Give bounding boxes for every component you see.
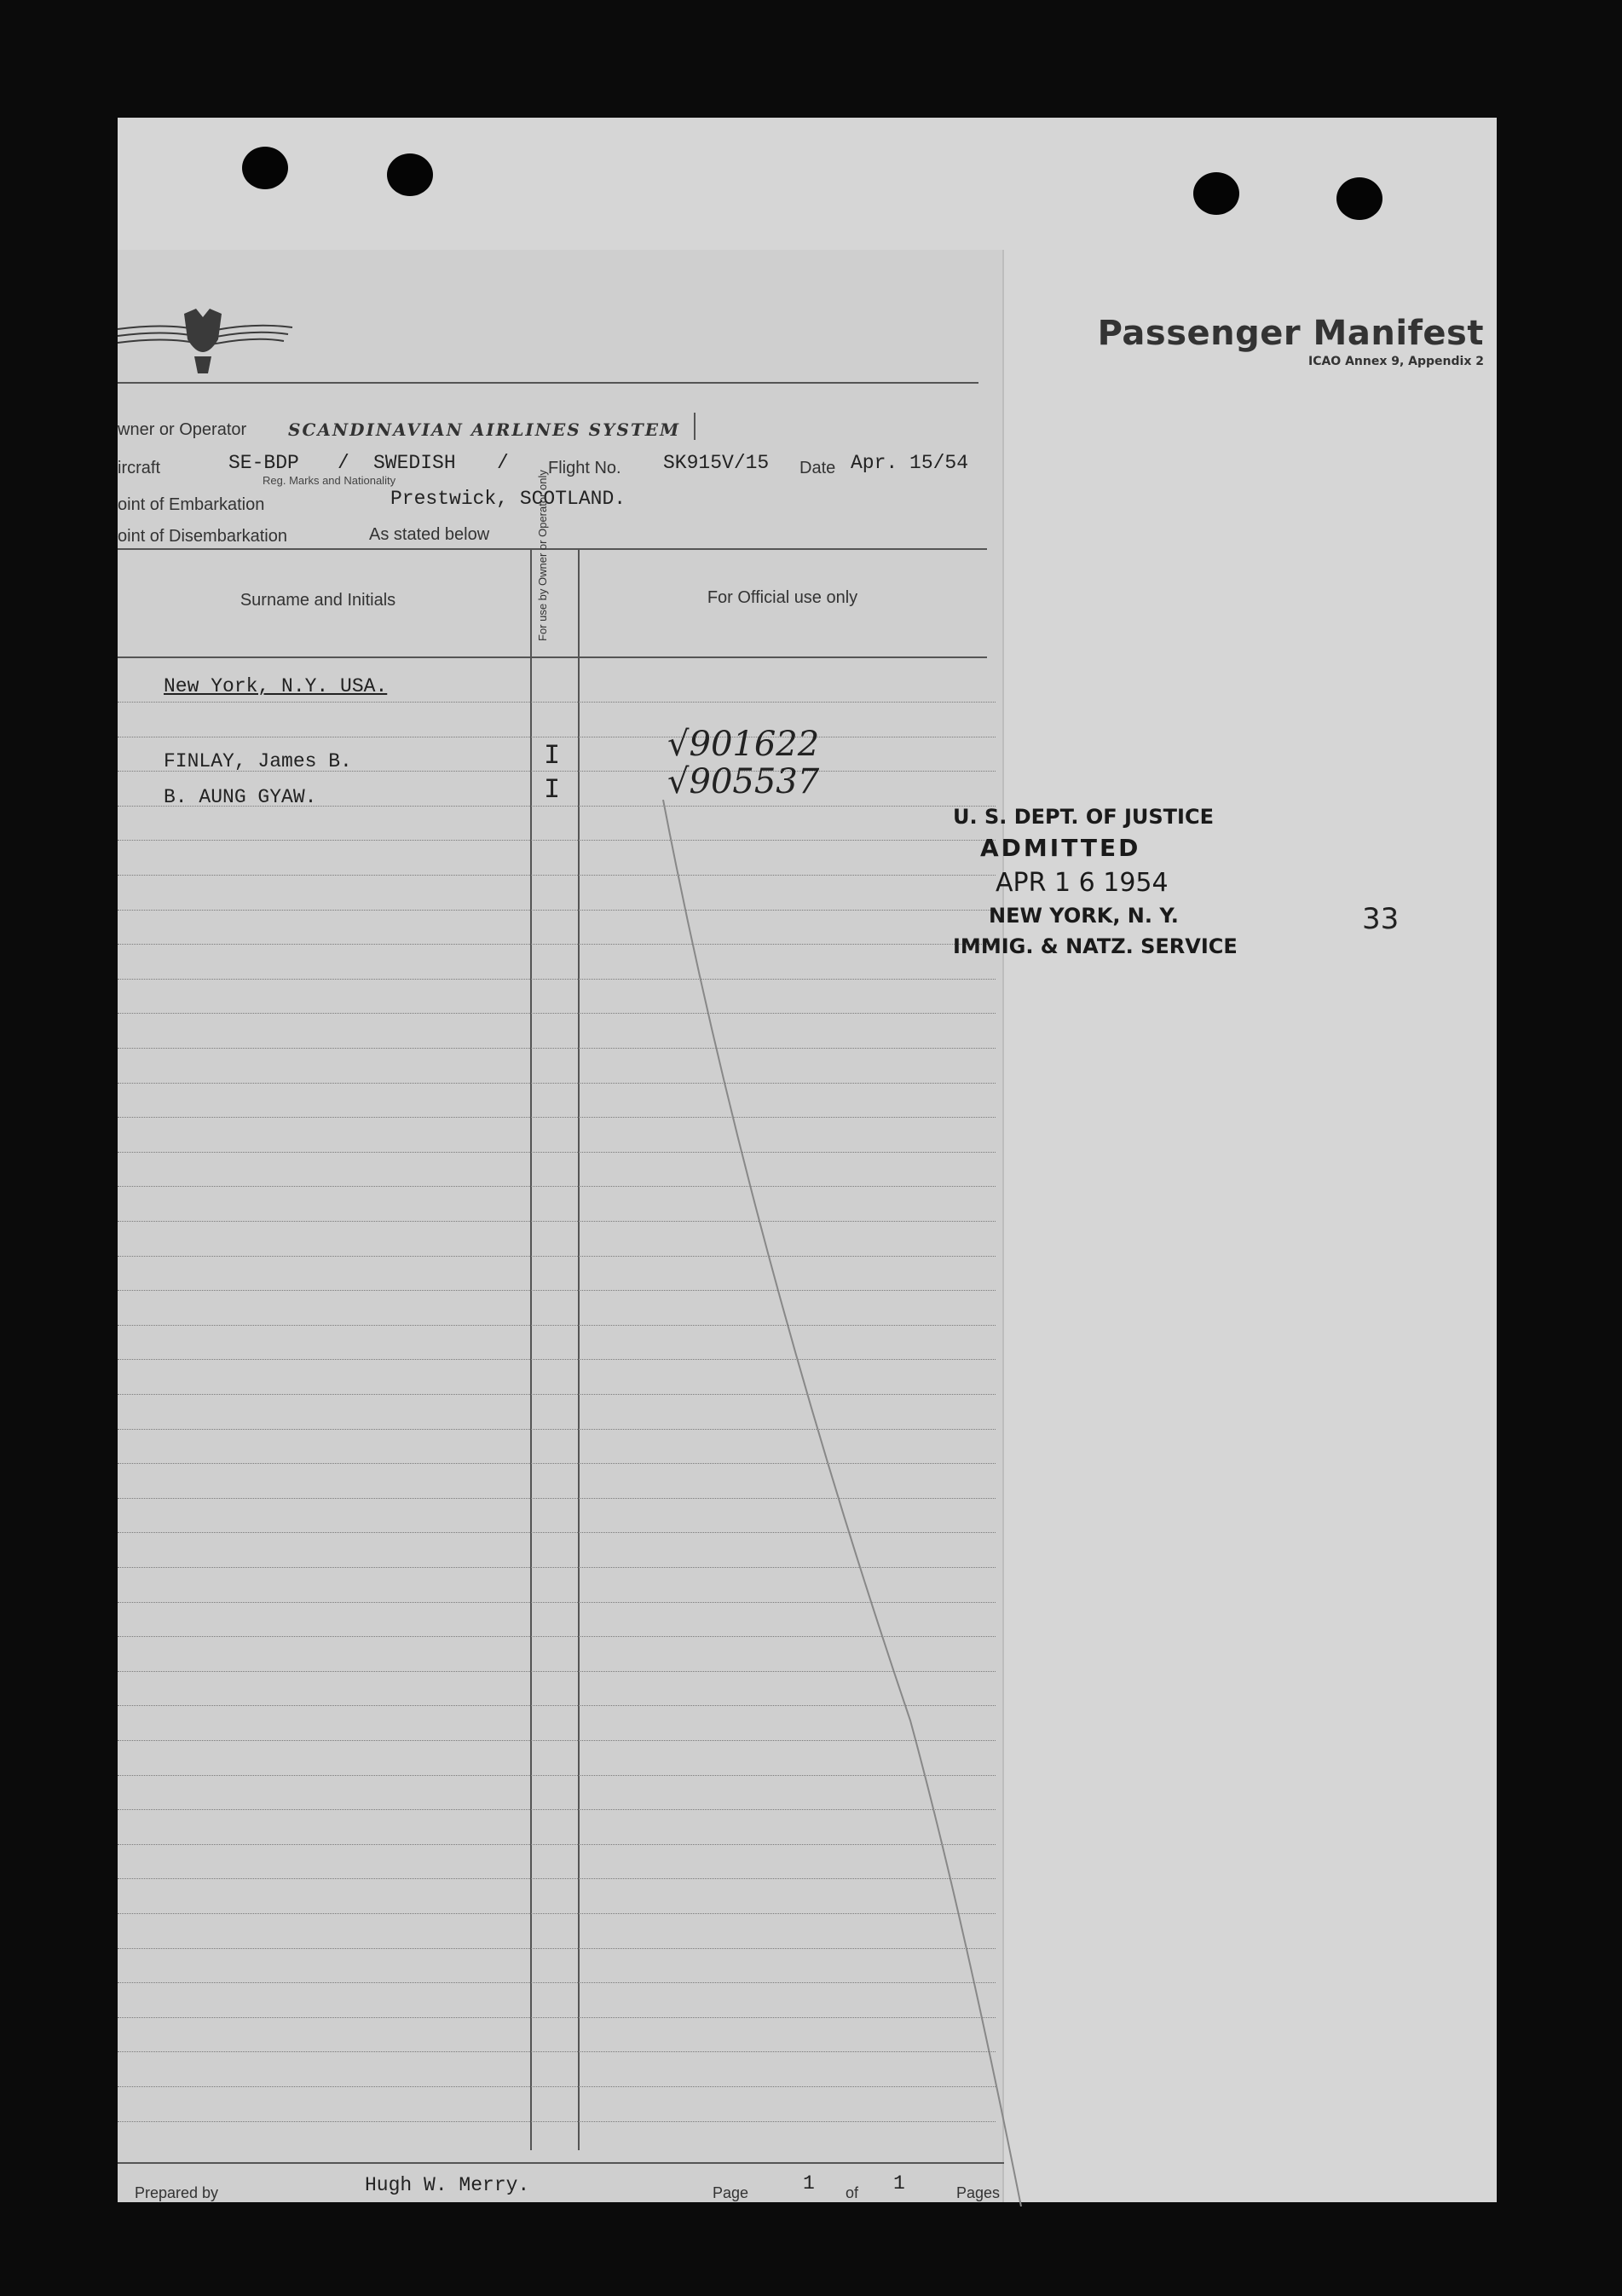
date-value: Apr. 15/54 bbox=[851, 452, 969, 474]
aircraft-note: Reg. Marks and Nationality bbox=[263, 474, 396, 487]
official-number: √905537 bbox=[667, 762, 820, 801]
stamp-admitted: ADMITTED bbox=[980, 834, 1141, 862]
of-value: 1 bbox=[893, 2172, 905, 2195]
disembarkation-value: As stated below bbox=[369, 525, 490, 544]
of-label: of bbox=[846, 2184, 859, 2201]
punch-hole bbox=[1336, 177, 1382, 220]
owner-mark: I bbox=[544, 774, 561, 806]
divider bbox=[118, 382, 978, 384]
column-divider bbox=[530, 549, 532, 2150]
stamp-location: NEW YORK, N. Y. bbox=[989, 904, 1179, 928]
stamp-date: APR 1 6 1954 bbox=[996, 868, 1169, 898]
official-number: √901622 bbox=[667, 725, 820, 764]
destination-heading: New York, N.Y. USA. bbox=[164, 675, 388, 697]
manifest-paper: Passenger Manifest ICAO Annex 9, Appendix 2 wner or Operator SCANDINAVIAN AIRLINES SYSTEM ircraft SE-BDP / SWEDISH / Reg. Marks and Nationality Flight No. SK915V/15 Date Apr. 15/54 oint of Embarkation Prestwick, SCOTLAND. oint of Disembarkation As stated below Surname and Initials For use by Owner or Operator only For Official use only New York, N.Y. USA. FINLAY, James B. I √901622 B. AUNG GYAW. I √905537 U. S. DEPT. OF JUSTICE ADMITTED APR 1 6 1954 NEW YORK, N. Y. IMMIG. & NATZ. SERVICE 33 Prepared by Hugh W. Merry. Page 1 of 1 Pages bbox=[118, 118, 1497, 2202]
form-subtitle: ICAO Annex 9, Appendix 2 bbox=[1307, 355, 1484, 368]
aircraft-nationality: SWEDISH bbox=[373, 452, 456, 474]
flight-value: SK915V/15 bbox=[663, 452, 770, 474]
date-label: Date bbox=[799, 459, 836, 477]
passenger-name: FINLAY, James B. bbox=[164, 750, 352, 772]
header-official: For Official use only bbox=[707, 588, 858, 607]
punch-hole bbox=[387, 153, 433, 196]
aircraft-label: ircraft bbox=[118, 459, 160, 477]
flight-label: Flight No. bbox=[548, 459, 621, 477]
punch-hole bbox=[1193, 172, 1239, 215]
page-label: Page bbox=[713, 2184, 749, 2201]
owner-value: SCANDINAVIAN AIRLINES SYSTEM bbox=[288, 419, 681, 440]
passenger-name: B. AUNG GYAW. bbox=[164, 786, 317, 808]
disembarkation-label: oint of Disembarkation bbox=[118, 527, 287, 546]
header-owner-use: For use by Owner or Operator only bbox=[536, 470, 549, 641]
form-title: Passenger Manifest bbox=[1097, 314, 1484, 353]
sas-logo-icon bbox=[118, 305, 297, 382]
aircraft-reg: SE-BDP bbox=[228, 452, 299, 474]
page-number: 33 bbox=[1362, 902, 1400, 936]
page-value: 1 bbox=[803, 2172, 815, 2195]
pages-label: Pages bbox=[956, 2184, 1001, 2201]
table-row-rule bbox=[118, 702, 996, 703]
tick-mark bbox=[694, 413, 696, 440]
prepared-value: Hugh W. Merry. bbox=[365, 2174, 530, 2196]
stamp-service: IMMIG. & NATZ. SERVICE bbox=[953, 934, 1238, 958]
pencil-stroke bbox=[629, 800, 1226, 2206]
stamp-agency: U. S. DEPT. OF JUSTICE bbox=[953, 805, 1214, 829]
owner-mark: I bbox=[544, 740, 561, 772]
prepared-label: Prepared by bbox=[135, 2184, 219, 2201]
embarkation-label: oint of Embarkation bbox=[118, 495, 265, 514]
embarkation-value: Prestwick, SCOTLAND. bbox=[390, 488, 626, 510]
owner-label: wner or Operator bbox=[118, 420, 247, 439]
column-divider bbox=[578, 549, 580, 2150]
punch-hole bbox=[242, 147, 288, 189]
header-surname: Surname and Initials bbox=[240, 591, 396, 610]
